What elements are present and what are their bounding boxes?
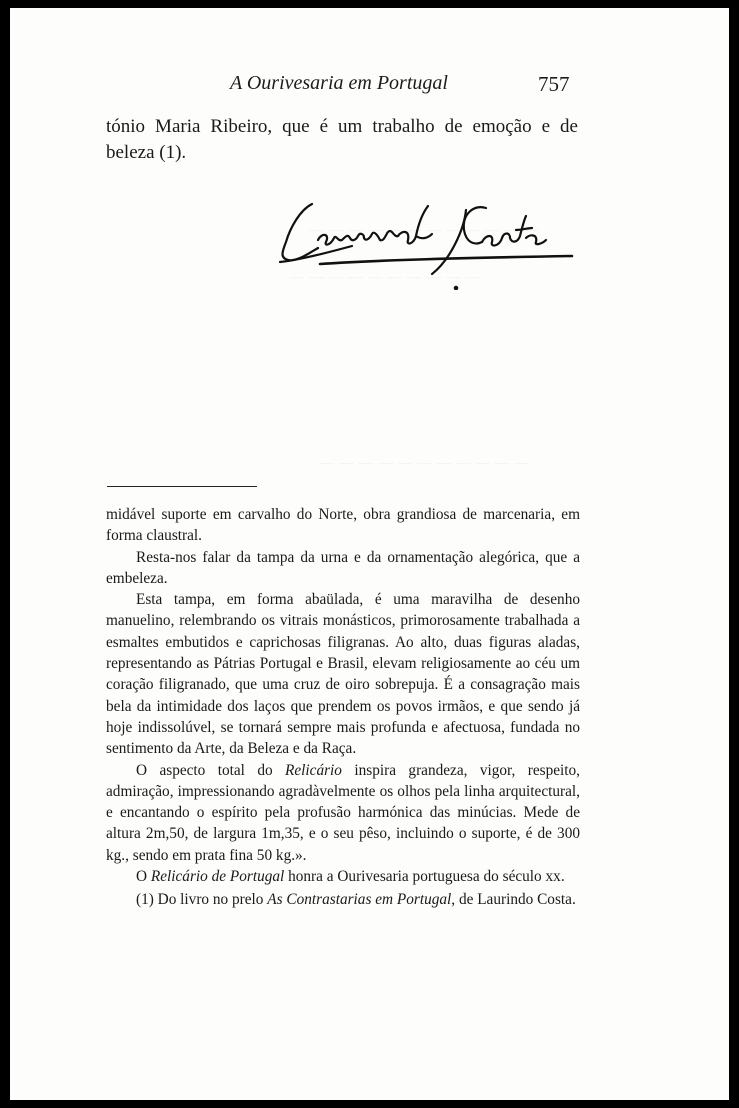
text-run: O aspecto total do xyxy=(136,761,286,779)
running-header xyxy=(10,72,729,102)
signature-image xyxy=(260,190,580,290)
paragraph: Esta tampa, em forma abaülada, é uma maravilha de desenho manuelino, relembrando os vitrais monásticos, primorosamente trabalhada a esmaltes embutidos e caprichosas filigranas. Ao alto, duas figuras aladas, representando as Pátrias Portugal e Brasil, elevam religiosamente ao céu um coração filigranado, que uma cruz de oiro sobrepuja. É a consagração mais bela da intimidade dos laços que prendem os povos irmãos, e que sendo já hoje indissolúvel, se tornará sempre mais profunda e afectuosa, fundada no sentimento da Arte, da Beleza e da Raça. xyxy=(106,591,580,758)
footnote xyxy=(106,889,580,910)
book-page xyxy=(10,8,729,1100)
body-text xyxy=(106,504,580,911)
text-run: inspira grandeza, vigor, respeito, admiração, impressionando agradàvelmente os olhos pela linha arquitectural, e encantando o espírito pela profusão harmónica das minúcias. Mede de altura 2m,50, de largura 1m,35, e o seu pêso, incluindo o suporte, é de 300 kg., sendo em prata fina 50 kg.». xyxy=(106,761,580,864)
running-title: A Ourivesaria em Portugal xyxy=(230,72,448,94)
paragraph xyxy=(106,760,580,866)
bleed-through-shadow: — — — — — — — — — — — — xyxy=(310,223,540,238)
bleed-through-shadow: — — — — — — — — — — xyxy=(290,270,481,285)
closing-paragraph: tónio Maria Ribeiro, que é um trabalho de emoção e de beleza (1). xyxy=(106,116,578,163)
page-number: 757 xyxy=(538,72,570,96)
footnote-divider xyxy=(107,486,257,487)
bleed-through-shadow: — — — — — — — — — — — xyxy=(320,456,530,471)
text-run: honra a Ourivesaria portuguesa do século xx. xyxy=(284,868,565,886)
paragraph xyxy=(106,866,580,887)
italic-title: Relicário de Portugal xyxy=(150,868,285,886)
italic-title: Relicário xyxy=(285,761,342,779)
paragraph: Resta-nos falar da tampa da urna e da ornamentação alegórica, que a embeleza. xyxy=(106,548,580,587)
italic-title: As Contrastarias em Portugal xyxy=(267,891,452,909)
paragraph: midável suporte em carvalho do Norte, obra grandiosa de marcenaria, em forma claustral. xyxy=(106,506,580,545)
text-run: (1) Do livro no prelo xyxy=(136,891,268,909)
text-run: , de Laurindo Costa. xyxy=(451,891,576,909)
text-run: O xyxy=(136,868,151,886)
